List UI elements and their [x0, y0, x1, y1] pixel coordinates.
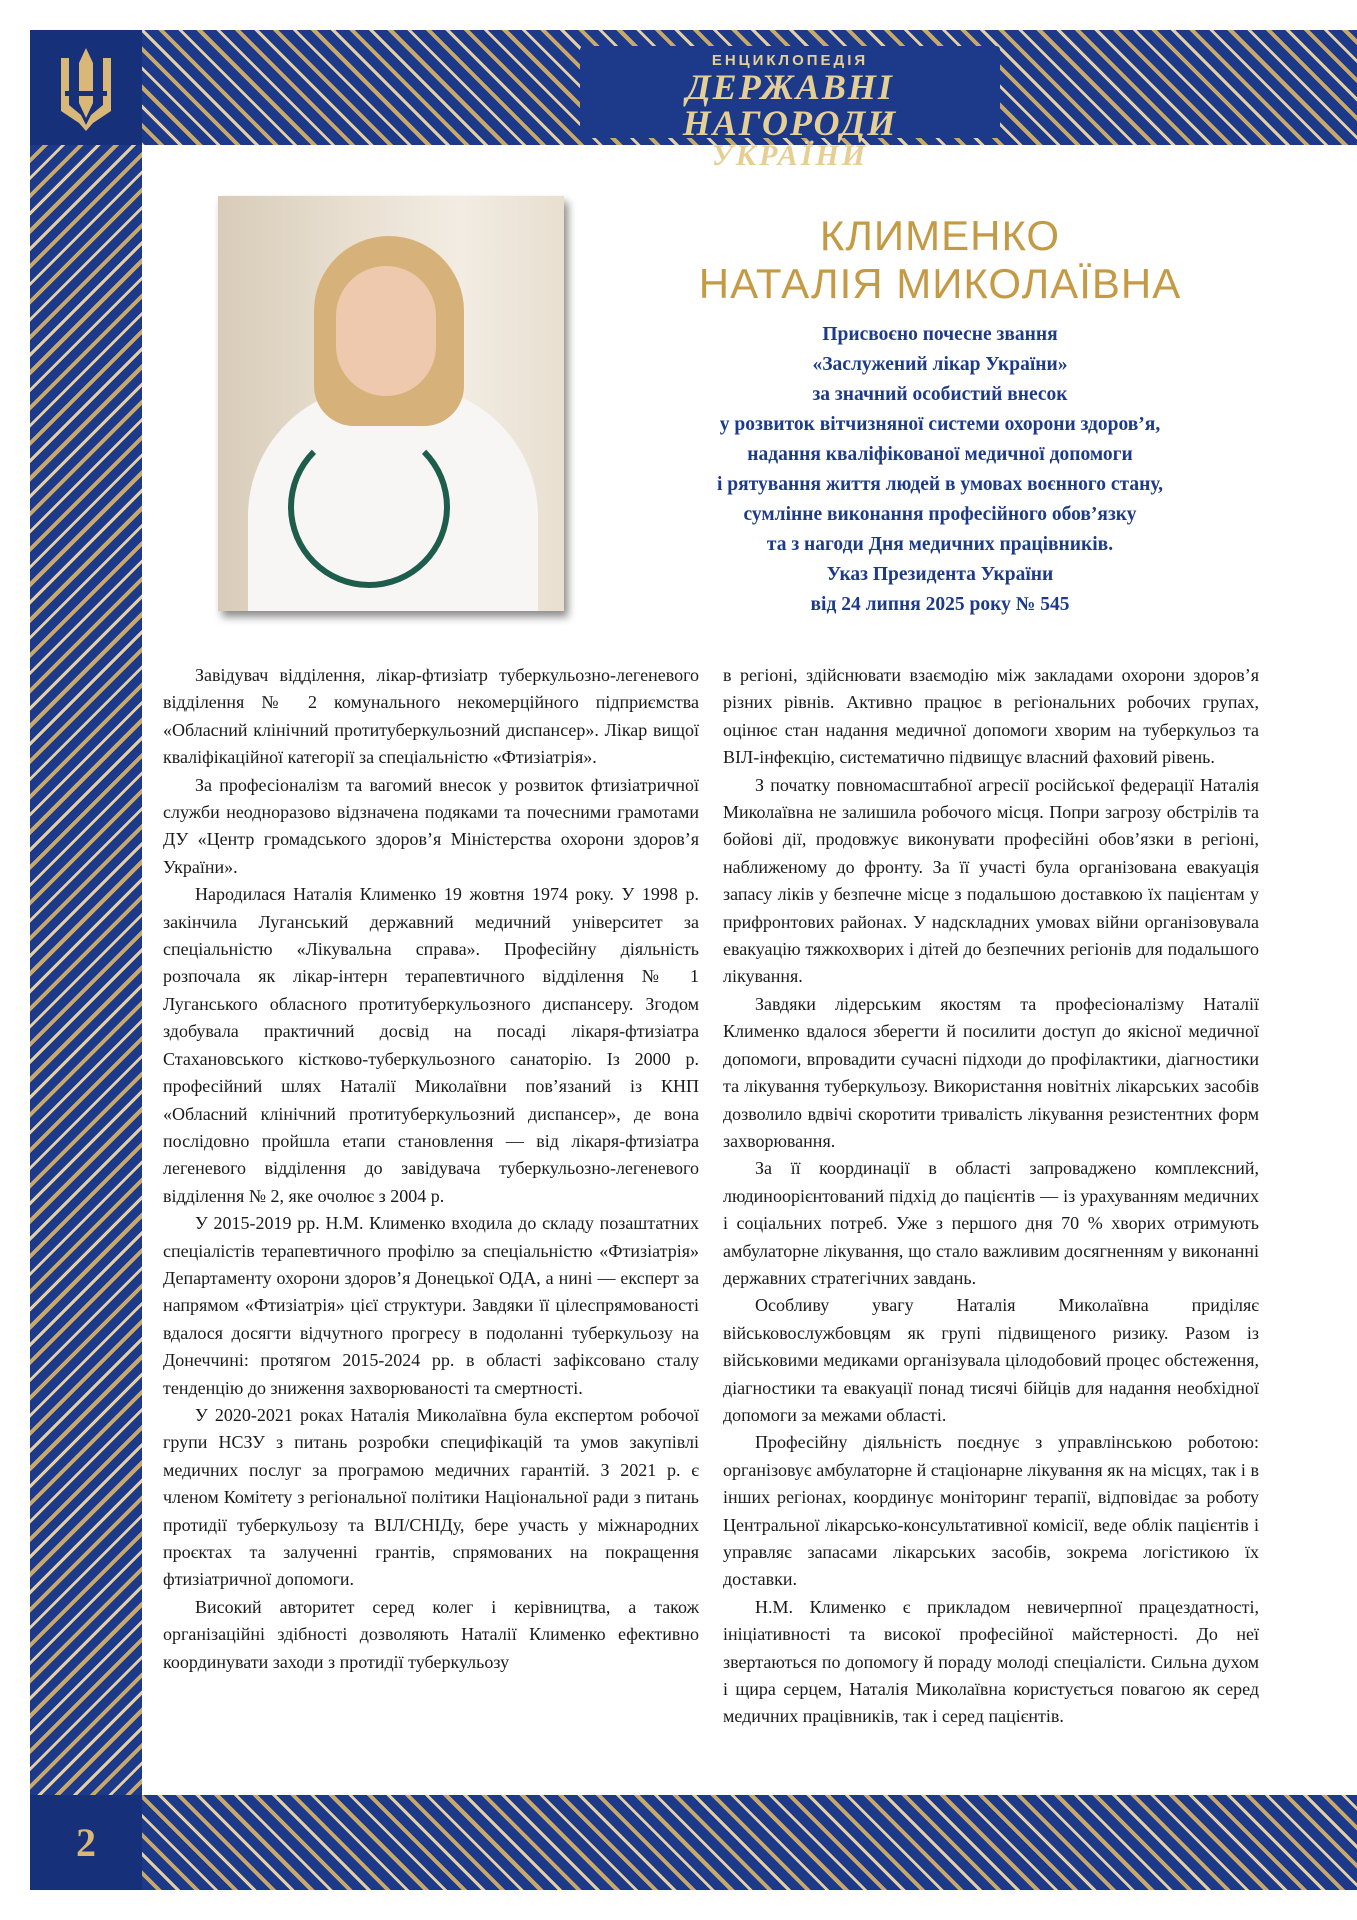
page-number: 2 — [76, 1820, 96, 1865]
award-line: надання кваліфікованої медичної допомоги — [747, 444, 1133, 465]
person-surname: КЛИМЕНКО — [819, 212, 1061, 259]
header-subtitle: ЕНЦИКЛОПЕДІЯ — [711, 52, 869, 69]
award-description — [600, 320, 1280, 620]
trident-emblem-icon — [30, 30, 142, 145]
ornamental-border-left — [30, 145, 142, 1795]
award-line: за значний особистий внесок — [812, 384, 1068, 405]
article-paragraph: Завідувач відділення, лікар-фтизіатр туберкульозно-легеневого відділення № 2 комунального некомерційного підприємства «Обласний клінічний протитуберкульозний диспансер». Лікар вищої кваліфікаційної категорії за спеціальністю «Фтизіатрія». — [163, 665, 699, 768]
article-paragraph: Завдяки лідерським якостям та професіоналізму Наталії Клименко вдалося зберегти й посилити доступ до якісної медичної допомоги, впровадити сучасні підходи до профілактики, діагностики та лікування туберкульозу. Використання новітніх лікарських засобів дозволило вдвічі скоротити тривалість лікування резистентних форм захворювання. — [723, 993, 1259, 1151]
ornamental-border-bottom — [142, 1795, 1357, 1890]
encyclopedia-header — [580, 46, 1000, 172]
article-paragraph: За її координації в області запроваджено комплексний, людиноорієнтований підхід до пацієнтів — із урахуванням медичних і соціальних потреб. Уже з першого дня 70 % хворих отримують амбулаторне лікування, що стало важливим досягненням у виконанні державних стратегічних завдань. — [723, 1158, 1259, 1288]
stethoscope-icon — [288, 426, 450, 588]
article-paragraph: За професіоналізм та вагомий внесок у розвиток фтизіатричної служби неодноразово відзначена подяками та почесними грамотами ДУ «Центр громадського здоров’я Міністерства охорони здоров’я України». — [163, 774, 699, 877]
award-line: і рятування життя людей в умовах воєнного стану, — [716, 474, 1163, 495]
article-column-left — [163, 662, 699, 1676]
award-line: сумлінне виконання професійного обов’язку — [743, 504, 1137, 525]
portrait-photo — [218, 196, 564, 611]
award-line: «Заслужений лікар України» — [812, 354, 1068, 375]
article-paragraph: Високий авторитет серед колег і керівництва, а також організаційні здібності дозволяють Наталії Клименко ефективно координувати заходи з протидії туберкульозу — [163, 1596, 699, 1672]
article-paragraph: У 2015-2019 рр. Н.М. Клименко входила до складу позаштатних спеціалістів терапевтичного профілю за спеціальністю «Фтизіатрія» Департаменту охорони здоров’я Донецької ОДА, а нині — експерт за напрямом «Фтизіатрія» цієї структури. Завдяки її цілеспрямованості вдалося досягти відчутного прогресу в подоланні туберкульозу на Донеччині: протягом 2015-2024 рр. в області зафіксовано сталу тенденцію до зниження захворюваності та смертності. — [163, 1213, 699, 1398]
award-line: від 24 липня 2025 року № 545 — [810, 594, 1070, 615]
article-paragraph: Професійну діяльність поєднує з управлінською роботою: організовує амбулаторне й стаціонарне лікування як на місцях, так і в інших регіонах, координує моніторинг терапії, відповідає за роботу Центральної лікарсько-консультативної комісії, веде облік пацієнтів і управляє запасами лікарських засобів, зокрема логістикою їх доставки. — [723, 1432, 1259, 1590]
page-number-box — [30, 1795, 142, 1890]
person-given-names: НАТАЛІЯ МИКОЛАЇВНА — [698, 260, 1182, 307]
article-paragraph: З початку повномасштабної агресії російської федерації Наталія Миколаївна не залишила робочого місця. Попри загрозу обстрілів та бойові дії, продовжує виконувати професійні обов’язки в регіоні, наближеному до фронту. За її участі була організована евакуація запасу ліків у безпечне місце з подальшою доставкою їх пацієнтам у прифронтових районах. У надскладних умовах війни організовувала евакуацію тяжкохворих і дітей до безпечних регіонів для подальшого лікування. — [723, 774, 1259, 987]
award-line: Указ Президента України — [826, 564, 1054, 585]
article-paragraph-continued: в регіоні, здійснювати взаємодію між закладами охорони здоров’я різних рівнів. Активно працює в регіональних робочих групах, оцінює стан надання медичної допомоги хворим на туберкульоз та ВІЛ-інфекцію, систематично підвищує власний фаховий рівень. — [723, 665, 1259, 768]
article-paragraph: Особливу увагу Наталія Миколаївна приділяє військовослужбовцям як групі підвищеного ризику. Разом із військовими медиками організувала цілодобовий процес обстеження, діагностики та евакуації понад тисячі бійців для надання необхідної допомоги за межами області. — [723, 1295, 1259, 1425]
award-line: у розвиток вітчизняної системи охорони здоров’я, — [719, 414, 1161, 435]
article-paragraph: У 2020-2021 роках Наталія Миколаївна була експертом робочої групи НСЗУ з питань розробки специфікацій та умов закупівлі медичних послуг за програмою медичних гарантій. З 2021 р. є членом Комітету з регіональної політики Національної ради з питань протидії туберкульозу та ВІЛ/СНІДу, бере участь у міжнародних проєктах та залученні грантів, спрямованих на покращення фтизіатричної допомоги. — [163, 1404, 699, 1590]
article-paragraph: Народилася Наталія Клименко 19 жовтня 1974 року. У 1998 р. закінчила Луганський державний медичний університет за спеціальністю «Лікувальна справа». Професійну діяльність розпочала як лікар-інтерн терапевтичного відділення № 1 Луганського обласного протитуберкульозного диспансеру. Згодом здобувала практичний досвід на посаді лікаря-фтизіатра Стахановського кістково-туберкульозного санаторію. Із 2000 р. професійний шлях Наталії Миколаївни пов’язаний із КНП «Обласний клінічний протитуберкульозний диспансер», де вона послідовно пройшла етапи становлення — від лікаря-фтизіатра легеневого відділення до завідувача туберкульозно-легеневого відділення № 2, яке очолює з 2004 р. — [163, 884, 699, 1206]
header-title-line1: ДЕРЖАВНІ НАГОРОДИ — [682, 67, 898, 143]
article-paragraph: Н.М. Клименко є прикладом невичерпної працездатності, ініціативності та високої професійної майстерності. До неї звертаються по допомогу й пораду молоді спеціалісти. Сильна духом і щира серцем, Наталія Миколаївна користується повагою як серед медичних працівників, так і серед пацієнтів. — [723, 1596, 1259, 1727]
header-title-line2: УКРАЇНИ — [711, 139, 869, 172]
portrait-face — [336, 266, 436, 396]
article-column-right — [723, 662, 1259, 1731]
award-line: Присвоєно почесне звання — [822, 324, 1058, 345]
award-line: та з нагоди Дня медичних працівників. — [766, 534, 1114, 555]
